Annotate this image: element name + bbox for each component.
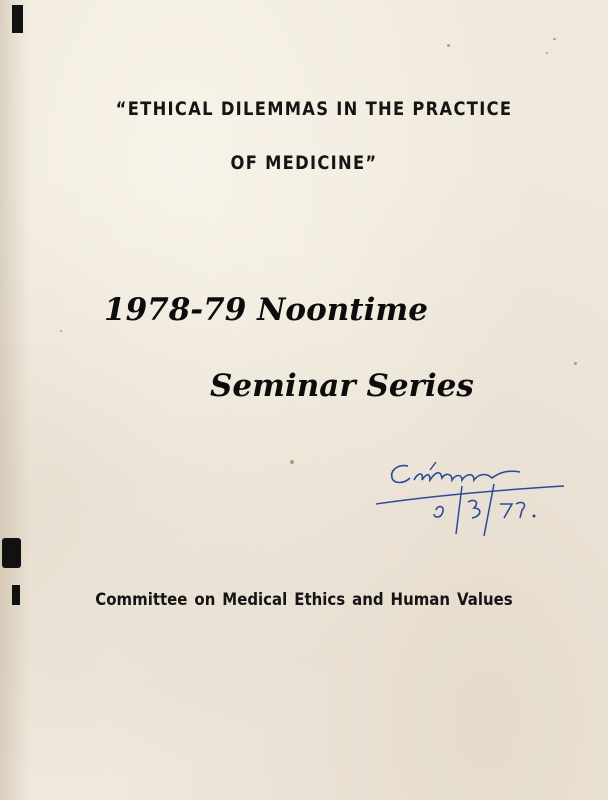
paper-speck [553, 38, 556, 40]
paper-speck [60, 330, 62, 332]
binding-edge [0, 0, 30, 800]
committee-name: Committee on Medical Ethics and Human Values [95, 590, 513, 610]
series-line-1: 1978-79 Noontime [104, 292, 428, 328]
series-line-2: Seminar Series [210, 368, 474, 404]
paper-speck [574, 362, 577, 365]
handwritten-signature [370, 456, 570, 546]
binding-mark-lower [12, 585, 20, 605]
binding-mark-top [12, 5, 23, 33]
title-line-2: OF MEDICINE” [230, 152, 378, 174]
paper-speck [290, 460, 294, 464]
paper-speck [546, 52, 548, 54]
paper-speck [447, 44, 450, 47]
binding-mark-middle [2, 538, 21, 568]
title-line-1: “ETHICAL DILEMMAS IN THE PRACTICE [115, 98, 513, 120]
